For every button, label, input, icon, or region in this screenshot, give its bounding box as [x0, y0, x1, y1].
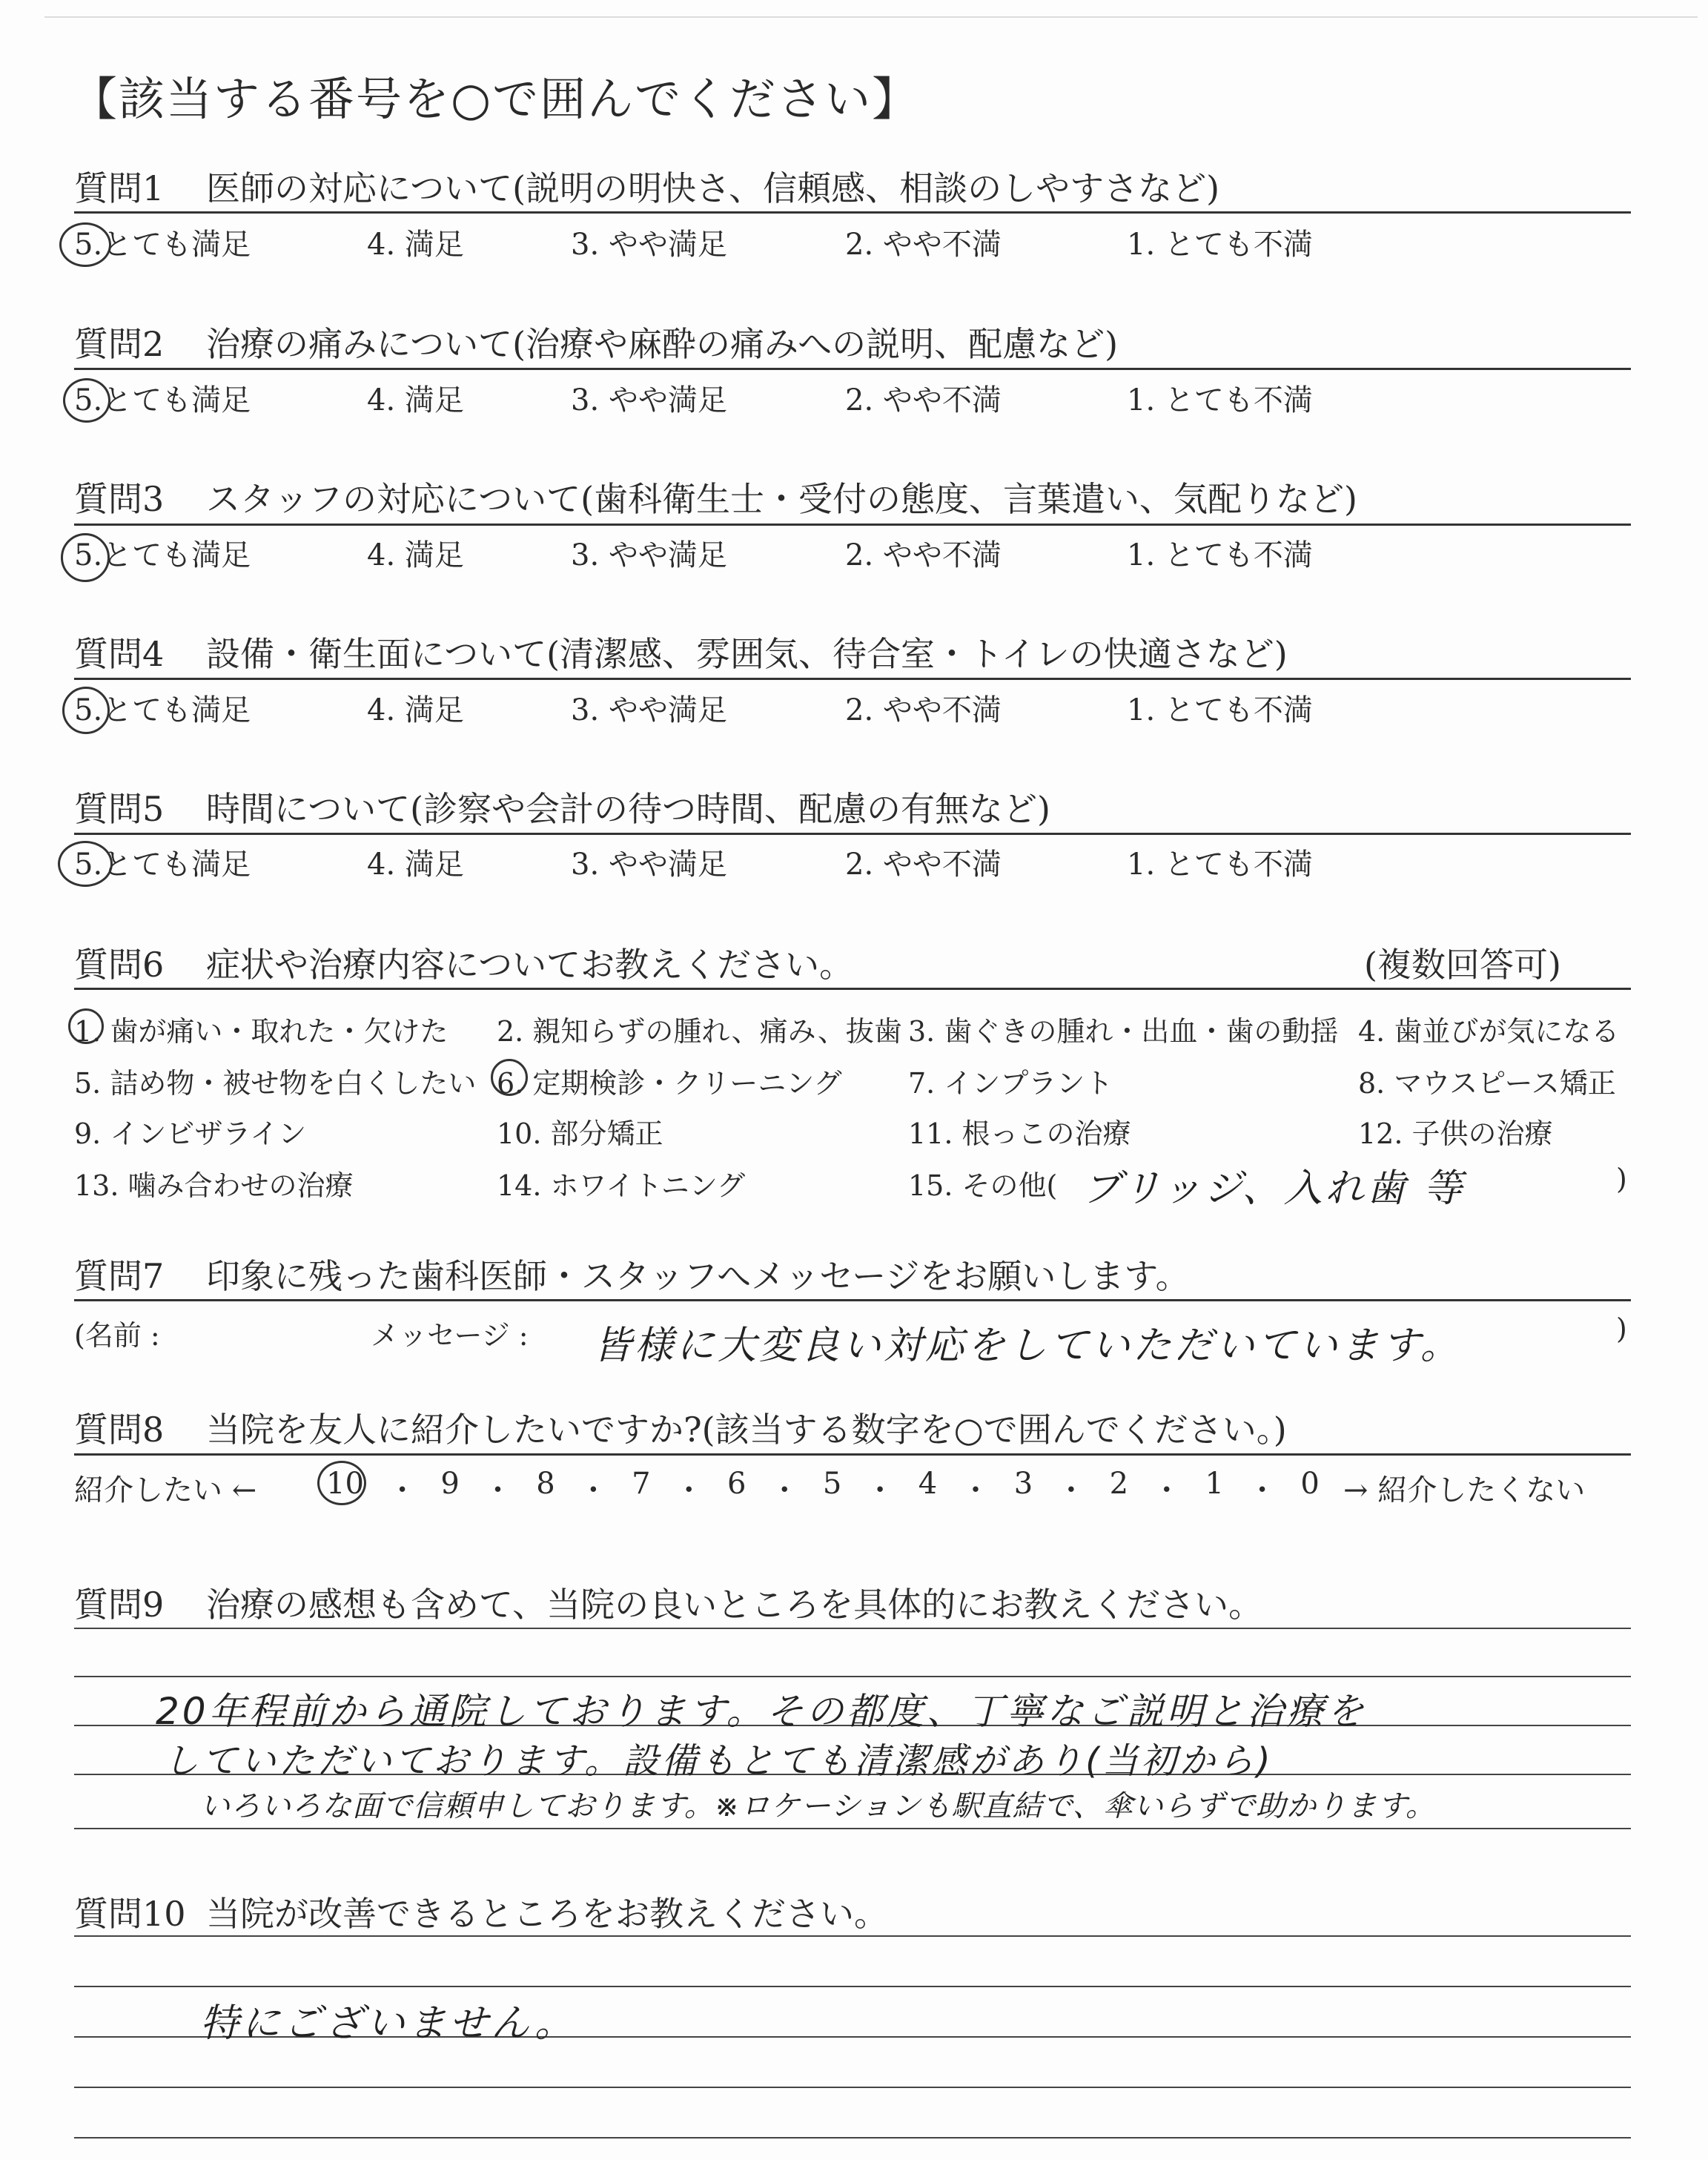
question-8	[74, 1403, 1287, 1452]
option-3[interactable]: 3. やや満足	[571, 383, 727, 417]
symptom-option-13[interactable]: 13. 噛み合わせの治療	[74, 1169, 354, 1202]
question-text: 当院が改善できるところをお教えください。	[206, 1894, 888, 1934]
recommend-right-label: → 紹介したくない	[1343, 1473, 1586, 1507]
question-4	[74, 627, 1288, 676]
divider	[74, 1453, 1631, 1456]
question-text: 印象に残った歯科医師・スタッフへメッセージをお願いします。	[206, 1256, 1190, 1296]
question-7	[74, 1249, 1190, 1298]
symptom-option-9[interactable]: 9. インビザライン	[74, 1117, 307, 1150]
name-label: (名前 :	[74, 1319, 160, 1352]
scale-dot: ・	[960, 1473, 990, 1507]
question-number: 質問7	[74, 1256, 165, 1296]
scale-dot: ・	[578, 1473, 609, 1507]
q3-options	[74, 532, 1631, 584]
recommend-left-label: 紹介したい ←	[74, 1473, 257, 1507]
message-close-paren: )	[1616, 1312, 1627, 1345]
option-1[interactable]: 1. とても不満	[1127, 383, 1313, 417]
question-3	[74, 472, 1357, 521]
option-1[interactable]: 1. とても不満	[1127, 848, 1313, 882]
scale-2[interactable]: 2	[1109, 1467, 1129, 1501]
option-4[interactable]: 4. 満足	[367, 693, 464, 727]
option-4[interactable]: 4. 満足	[367, 383, 464, 417]
scale-7[interactable]: 7	[632, 1467, 651, 1501]
q1-options	[74, 221, 1631, 265]
question-number: 質問5	[74, 789, 165, 829]
scale-dot: ・	[769, 1473, 800, 1507]
other-close-paren: )	[1616, 1163, 1627, 1195]
question-number: 質問9	[74, 1585, 165, 1625]
question-number: 質問2	[74, 324, 165, 364]
symptom-option-14[interactable]: 14. ホワイトニング	[497, 1169, 746, 1202]
symptom-option-4[interactable]: 4. 歯並びが気になる	[1358, 1015, 1620, 1048]
scale-dot: ・	[865, 1473, 896, 1507]
answer-line	[74, 1986, 1631, 1987]
divider	[74, 1299, 1631, 1301]
scale-dot: ・	[1151, 1473, 1182, 1507]
question-text: 当院を友人に紹介したいですか?(該当する数字を○で囲んでください。)	[206, 1410, 1287, 1450]
divider	[74, 211, 1631, 214]
symptom-option-1[interactable]: 1. 歯が痛い・取れた・欠けた	[74, 1015, 448, 1048]
option-1[interactable]: 1. とても不満	[1127, 228, 1313, 262]
symptom-option-5[interactable]: 5. 詰め物・被せ物を白くしたい	[74, 1067, 477, 1100]
option-4[interactable]: 4. 満足	[367, 228, 464, 262]
recommend-scale	[326, 1467, 1320, 1509]
question-text: スタッフの対応について(歯科衛生士・受付の態度、言葉遣い、気配りなど)	[206, 479, 1357, 519]
option-2[interactable]: 2. やや不満	[845, 693, 1002, 727]
answer-line-2: していただいております。設備もとても清潔感があり(当初から)	[163, 1740, 1274, 1782]
symptom-option-10[interactable]: 10. 部分矯正	[497, 1117, 663, 1150]
answer-line-1: 20年程前から通院しております。その都度、丁寧なご説明と治療を	[156, 1690, 1367, 1733]
q2-options	[74, 377, 1631, 421]
question-number: 質問1	[74, 168, 165, 208]
option-2[interactable]: 2. やや不満	[845, 538, 1002, 572]
symptom-option-15[interactable]: 15. その他(	[908, 1169, 1058, 1202]
symptom-option-6[interactable]: 6. 定期検診・クリーニング	[497, 1067, 842, 1100]
question-text: 治療の痛みについて(治療や麻酔の痛みへの説明、配慮など)	[206, 324, 1119, 364]
option-5[interactable]: 5.とても満足	[74, 383, 251, 417]
scale-9[interactable]: 9	[440, 1467, 460, 1501]
symptom-option-8[interactable]: 8. マウスピース矯正	[1358, 1067, 1616, 1100]
question-10	[74, 1887, 888, 1936]
option-2[interactable]: 2. やや不満	[845, 848, 1002, 882]
scale-0[interactable]: 0	[1300, 1467, 1320, 1501]
symptom-option-12[interactable]: 12. 子供の治療	[1358, 1117, 1553, 1150]
scale-1[interactable]: 1	[1205, 1467, 1224, 1501]
symptom-option-7[interactable]: 7. インプラント	[908, 1067, 1113, 1100]
option-5[interactable]: 5.とても満足	[74, 848, 251, 882]
question-6	[74, 938, 853, 987]
question-text: 症状や治療内容についてお教えください。	[206, 945, 854, 985]
divider	[74, 368, 1631, 370]
message-handwritten: 皆様に大変良い対応をしていただいています。	[593, 1324, 1462, 1368]
scale-dot: ・	[1247, 1473, 1277, 1507]
divider	[74, 524, 1631, 526]
option-2[interactable]: 2. やや不満	[845, 228, 1002, 262]
symptom-option-3[interactable]: 3. 歯ぐきの腫れ・出血・歯の動揺	[908, 1015, 1339, 1048]
q4-options	[74, 687, 1631, 731]
answer-line-3: いろいろな面で信頼申しております。※ロケーションも駅直結で、傘いらずで助かります。	[200, 1789, 1436, 1823]
question-5	[74, 782, 1050, 831]
improvement-answer: 特にございません。	[200, 2001, 577, 2046]
scale-5[interactable]: 5	[822, 1467, 842, 1501]
scan-top-edge	[44, 16, 1698, 18]
option-1[interactable]: 1. とても不満	[1127, 538, 1313, 572]
question-9	[74, 1578, 1262, 1627]
question-2	[74, 317, 1118, 366]
question-number: 質問6	[74, 945, 165, 985]
option-3[interactable]: 3. やや満足	[571, 228, 727, 262]
option-5[interactable]: 5.とても満足	[74, 538, 251, 572]
question-number: 質問4	[74, 634, 165, 674]
other-handwritten-answer: ブリッジ、入れ歯 等	[1082, 1166, 1466, 1211]
option-3[interactable]: 3. やや満足	[571, 848, 727, 882]
option-3[interactable]: 3. やや満足	[571, 538, 727, 572]
option-2[interactable]: 2. やや不満	[845, 383, 1002, 417]
symptom-option-2[interactable]: 2. 親知らずの腫れ、痛み、抜歯	[497, 1015, 902, 1048]
question-text: 設備・衛生面について(清潔感、雰囲気、待合室・トイレの快適さなど)	[206, 634, 1288, 674]
answer-line	[74, 2087, 1631, 2088]
page-title: 【該当する番号を○で囲んでください】	[71, 72, 920, 126]
option-5[interactable]: 5.とても満足	[74, 228, 251, 262]
answer-line	[74, 1628, 1631, 1629]
option-3[interactable]: 3. やや満足	[571, 693, 727, 727]
question-text: 医師の対応について(説明の明快さ、信頼感、相談のしやすさなど)	[206, 168, 1220, 208]
option-5[interactable]: 5.とても満足	[74, 693, 251, 727]
answer-line	[74, 2137, 1631, 2138]
question-1	[74, 162, 1219, 211]
option-4[interactable]: 4. 満足	[367, 848, 464, 882]
q5-options	[74, 841, 1631, 885]
divider	[74, 988, 1631, 990]
scale-dot: ・	[674, 1473, 704, 1507]
answer-line	[74, 1935, 1631, 1937]
answer-line	[74, 1676, 1631, 1677]
divider	[74, 678, 1631, 680]
question-text: 時間について(診察や会計の待つ時間、配慮の有無など)	[206, 789, 1050, 829]
scale-3[interactable]: 3	[1013, 1467, 1033, 1501]
scale-4[interactable]: 4	[918, 1467, 938, 1501]
scale-8[interactable]: 8	[536, 1467, 555, 1501]
scale-6[interactable]: 6	[727, 1467, 747, 1501]
scale-dot: ・	[1056, 1473, 1086, 1507]
scale-dot: ・	[483, 1473, 513, 1507]
scale-10[interactable]: 10	[326, 1467, 364, 1501]
divider	[74, 833, 1631, 835]
symptom-option-11[interactable]: 11. 根っこの治療	[908, 1117, 1131, 1150]
scale-dot: ・	[387, 1473, 417, 1507]
message-label: メッセージ :	[371, 1319, 529, 1352]
question-number: 質問8	[74, 1410, 165, 1450]
option-4[interactable]: 4. 満足	[367, 538, 464, 572]
option-1[interactable]: 1. とても不満	[1127, 693, 1313, 727]
answer-line	[74, 1828, 1631, 1829]
multiple-answer-note: (複数回答可)	[1364, 945, 1561, 985]
question-text: 治療の感想も含めて、当院の良いところを具体的にお教えください。	[206, 1585, 1263, 1625]
question-number: 質問10	[74, 1894, 186, 1934]
question-number: 質問3	[74, 479, 165, 519]
